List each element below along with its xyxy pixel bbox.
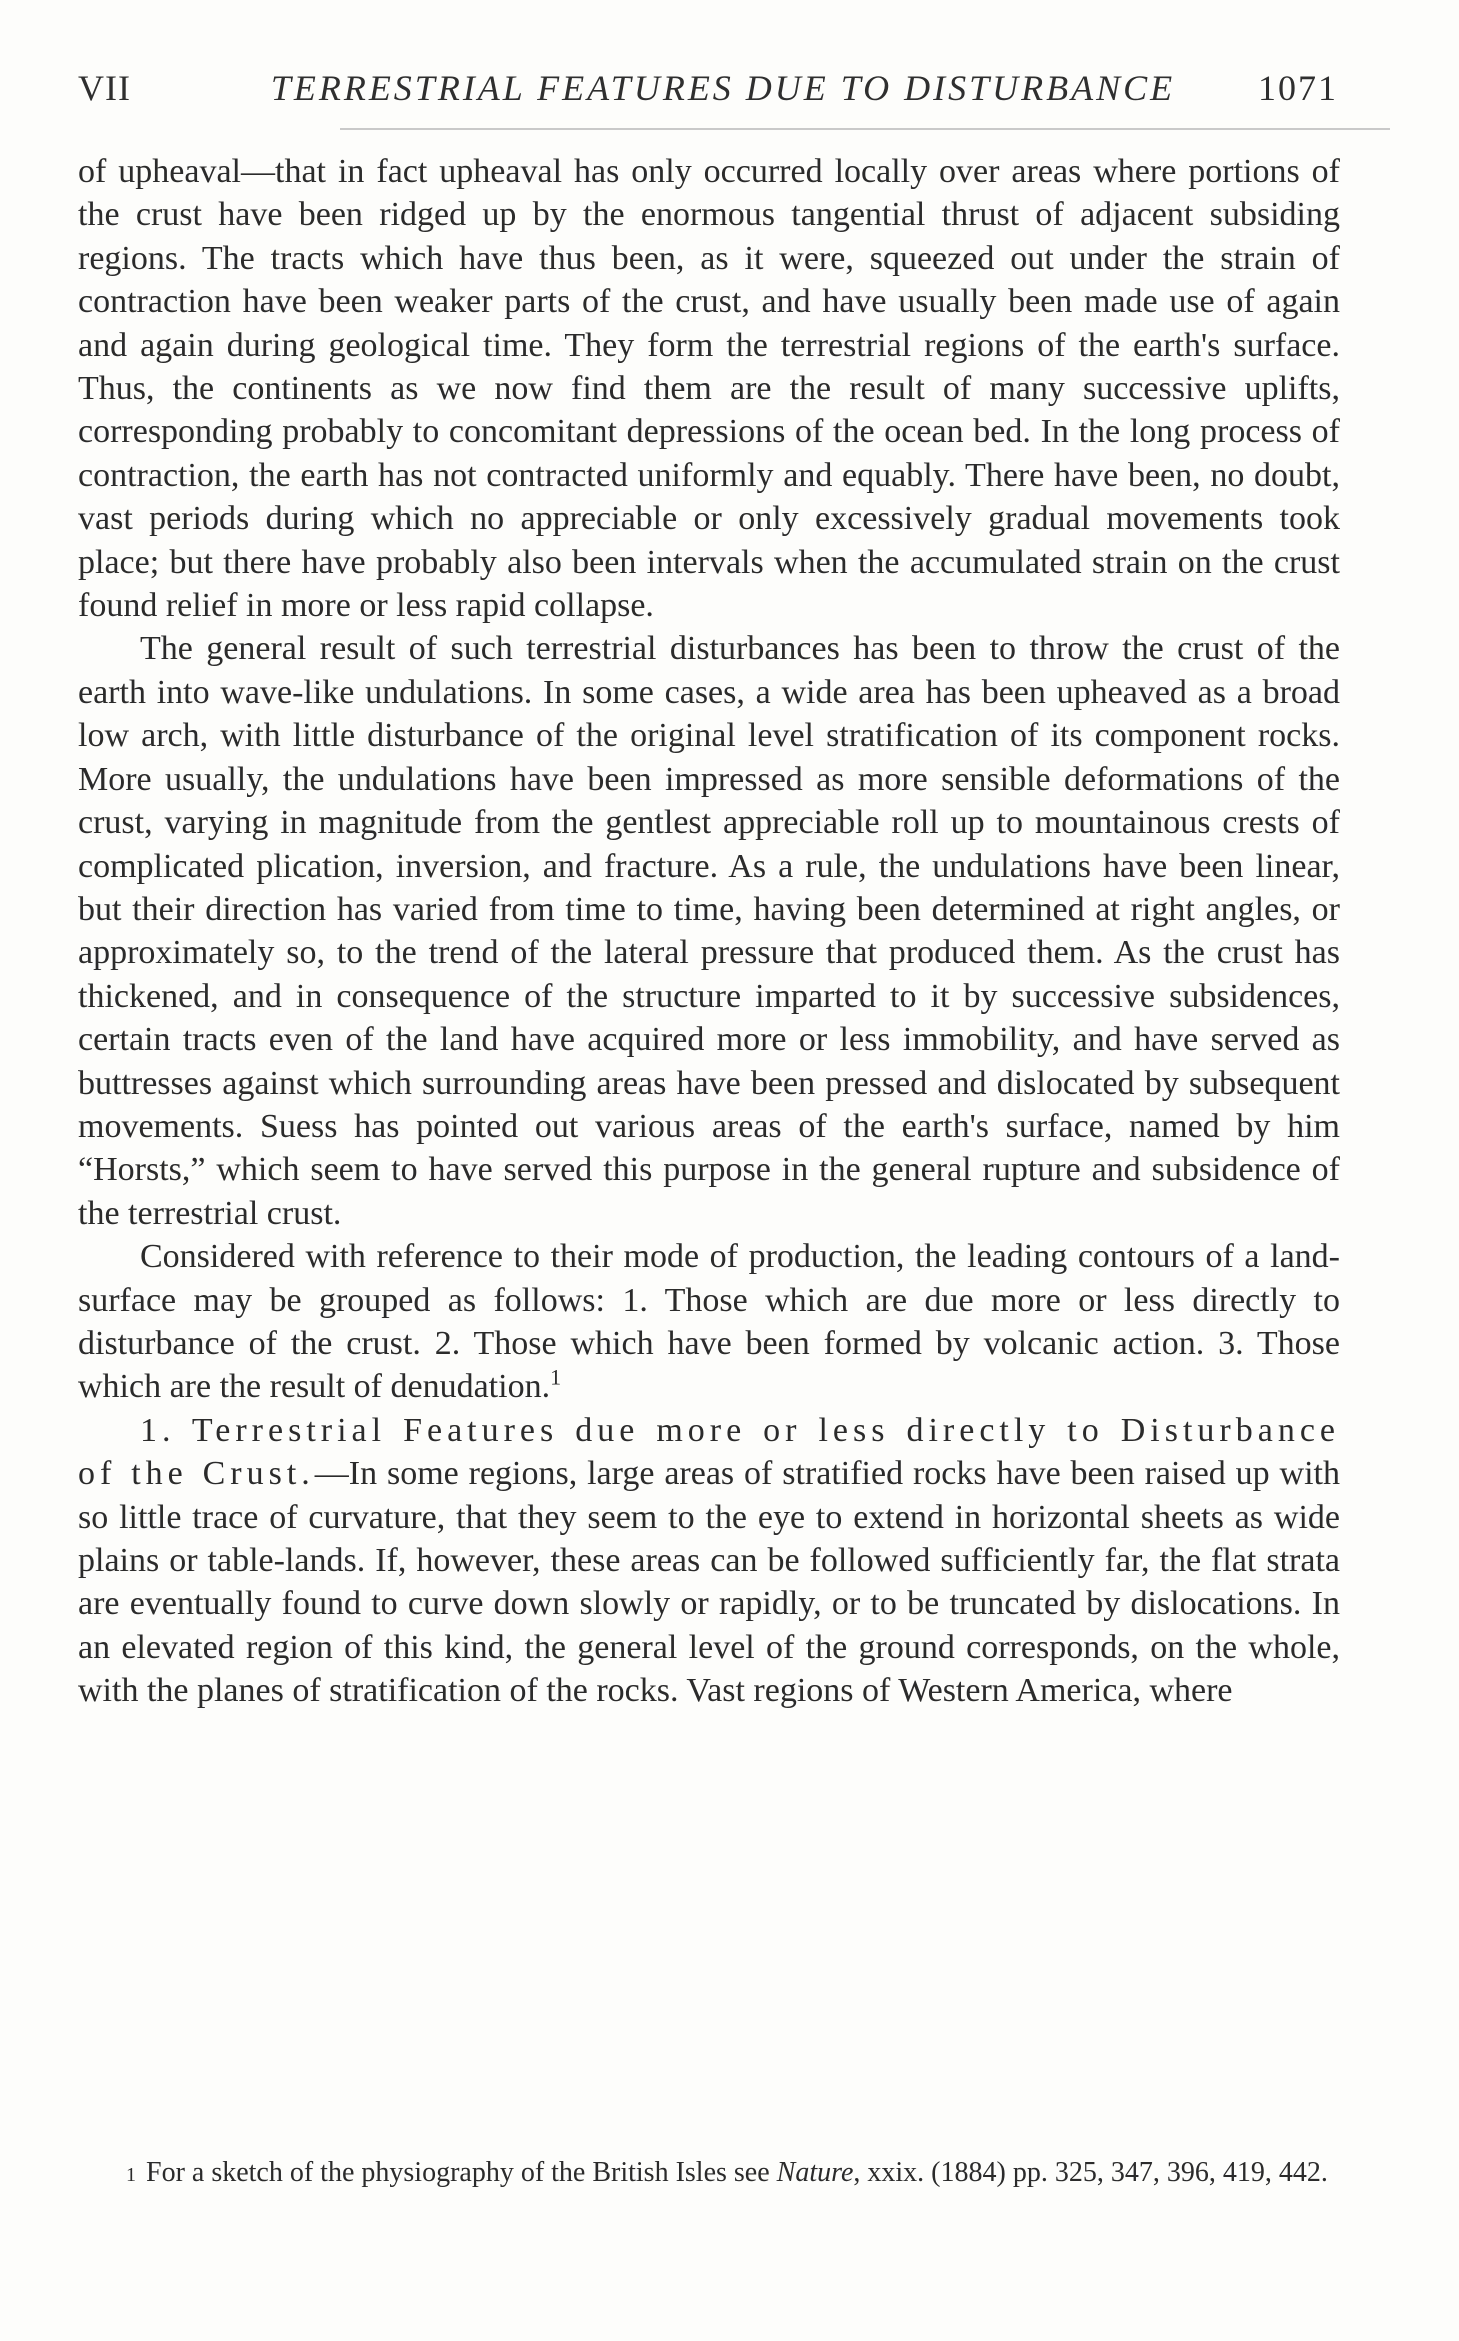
running-title: TERRESTRIAL FEATURES DUE TO DISTURBANCE: [270, 68, 1176, 108]
footnote-mark: 1: [126, 2164, 136, 2186]
paragraph-terrestrial-features: [78, 1409, 1340, 1713]
paragraph-upheaval: of upheaval—that in fact upheaval has only occurred locally over areas where portions of the crust have been ridged up by the enormous tangential thrust of adjacent subsiding regions. The tracts which have thus been, as it were, squeezed out under the strain of contraction have been weaker parts of the crust, and have usually been made use of again and again during geological time. They form the terrestrial regions of the earth's surface. Thus, the continents as we now find them are the result of many successive uplifts, corresponding probably to concomitant depressions of the ocean bed. In the long process of contraction, the earth has not contracted uniformly and equably. There have been, no doubt, vast periods during which no appreciable or only excessively gradual movements took place; but there have probably also been intervals when the accumulated strain on the crust found relief in more or less rapid collapse.: [78, 153, 1340, 625]
header-rule: [340, 128, 1390, 130]
paragraph-undulations: The general result of such terrestrial disturbances has been to throw the crust of the earth into wave-like undulations. In some cases, a wide area has been upheaved as a broad low arch, with little disturbance of the original level stratification of its component rocks. More usually, the undulations have been impressed as more sensible deformations of the crust, varying in magnitude from the gentlest appreciable roll up to mountainous crests of complicated plication, inversion, and fracture. As a rule, the undulations have been linear, but their direction has varied from time to time, having been determined at right angles, or approximately so, to the trend of the lateral pressure that produced them. As the crust has thickened, and in consequence of the structure imparted to it by successive subsidences, certain tracts even of the land have acquired more or less immobility, and have served as buttresses against which surrounding areas have been pressed and dislocated by subsequent movements. Suess has pointed out various areas of the earth's surface, named by him “Horsts,” which seem to have served this purpose in the general rupture and subsidence of the terrestrial crust.: [78, 630, 1340, 1232]
paragraph-contours: [78, 1235, 1340, 1409]
page-number: 1071: [1258, 68, 1338, 108]
footnotes: [78, 2150, 1340, 2198]
chapter-number: VII: [78, 68, 131, 108]
running-head: [78, 58, 1338, 118]
body-text: [78, 150, 1340, 1713]
footnote-journal: Nature: [776, 2157, 854, 2188]
paragraph-contours-text: Considered with reference to their mode of production, the leading contours of a land-surface may be grouped as follows: 1. Those which are due more or less directly to disturbance of the crust. 2. Those which have been formed by volcanic action. 3. Those which are the result of denudation.: [78, 1238, 1340, 1406]
footnote-text-before: For a sketch of the physiography of the British Isles see: [146, 2157, 777, 2188]
footnote-text-after: , xxix. (1884) pp. 325, 347, 396, 419, 442.: [853, 2157, 1328, 2188]
footnote-reference[interactable]: 1: [550, 1365, 562, 1391]
footnote-1: [78, 2150, 1340, 2198]
paragraph-terrestrial-features-text: —In some regions, large areas of stratified rocks have been raised up with so little trace of curvature, that they seem to the eye to extend in horizontal sheets as wide plains or table-lands. If, however, these areas can be followed sufficiently far, the flat strata are eventually found to curve down slowly or rapidly, or to be truncated by dislocations. In an elevated region of this kind, the general level of the ground corresponds, on the whole, with the planes of stratification of the rocks. Vast regions of Western America, where: [78, 1455, 1340, 1710]
section-heading: 1. Terrestrial Features due more or less directly to Disturbance of the Crust.: [78, 1411, 1340, 1493]
